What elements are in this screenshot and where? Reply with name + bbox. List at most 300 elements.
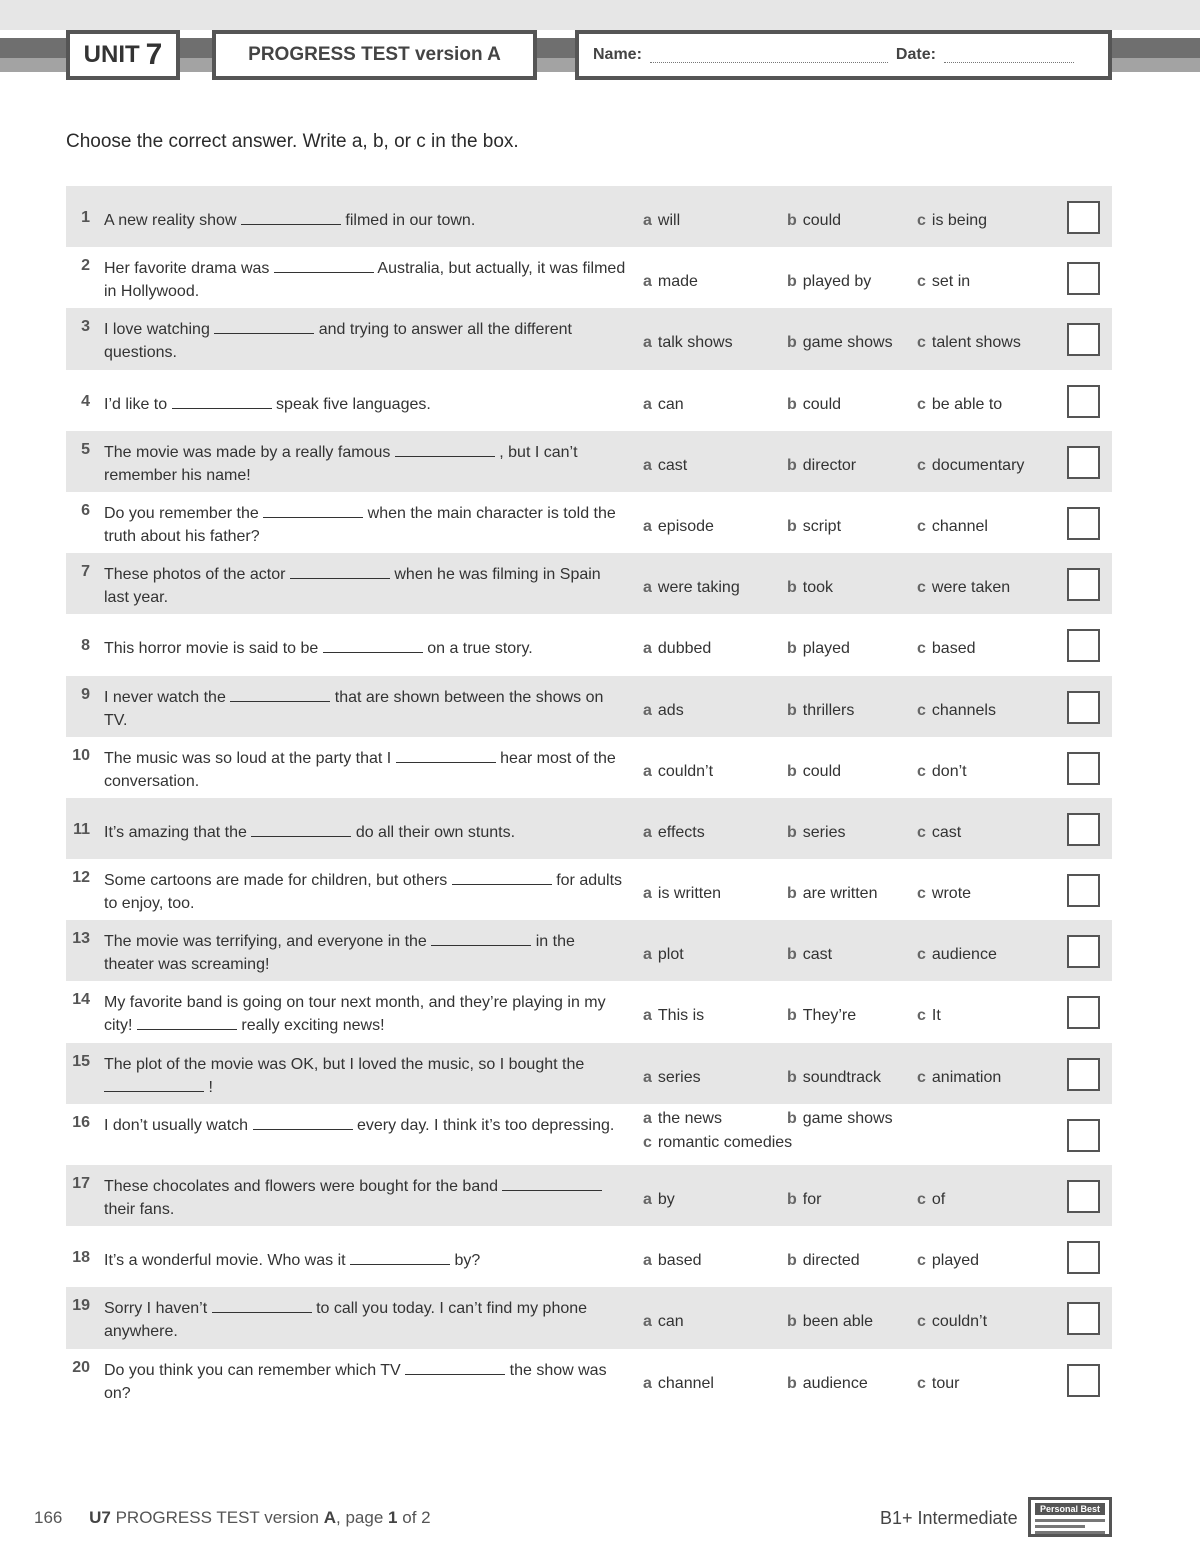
top-bar xyxy=(0,0,1200,30)
option-text: thrillers xyxy=(802,701,855,719)
option-a[interactable] xyxy=(643,946,684,964)
question-text-before: The music was so loud at the party that I xyxy=(104,749,392,767)
option-text: channels xyxy=(931,701,996,719)
option-c[interactable] xyxy=(917,518,988,536)
question-text xyxy=(104,821,629,844)
answer-blank xyxy=(502,1176,602,1191)
question-text xyxy=(104,991,629,1037)
option-letter: a xyxy=(643,1109,652,1127)
option-c[interactable] xyxy=(917,1252,979,1270)
answer-blank xyxy=(137,1015,237,1030)
question-row xyxy=(66,676,1112,737)
option-a[interactable] xyxy=(643,334,733,352)
option-c[interactable] xyxy=(917,273,970,291)
test-title: PROGRESS TEST version A xyxy=(248,44,501,65)
question-row xyxy=(66,370,1112,431)
question-row xyxy=(66,981,1112,1042)
option-b[interactable] xyxy=(787,1375,868,1393)
answer-box[interactable] xyxy=(1067,874,1100,907)
option-text: effects xyxy=(657,823,705,841)
option-b[interactable] xyxy=(787,1069,881,1087)
question-row xyxy=(66,492,1112,553)
question-row xyxy=(66,920,1112,981)
question-text xyxy=(104,563,629,609)
option-letter: c xyxy=(917,456,926,474)
question-text xyxy=(104,1249,629,1272)
answer-box[interactable] xyxy=(1067,996,1100,1029)
answer-box[interactable] xyxy=(1067,813,1100,846)
question-text-before: Do you remember the xyxy=(104,504,259,522)
option-c[interactable] xyxy=(917,640,976,658)
option-a[interactable] xyxy=(643,1252,702,1270)
question-text-before: A new reality show xyxy=(104,212,237,229)
question-number: 15 xyxy=(72,1052,90,1070)
option-c[interactable] xyxy=(917,763,967,781)
option-text: channel xyxy=(657,1374,714,1392)
question-text-after: for adults to enjoy, too. xyxy=(104,872,623,913)
option-text: set in xyxy=(931,273,971,291)
option-text: script xyxy=(802,517,842,535)
answer-box[interactable] xyxy=(1067,323,1100,356)
question-text xyxy=(104,1053,629,1099)
question-row xyxy=(66,1226,1112,1287)
question-text-before: I love watching xyxy=(104,321,210,339)
question-text-before: The movie was made by a really famous xyxy=(104,443,391,461)
footer-version: A xyxy=(323,1508,337,1527)
option-a[interactable] xyxy=(643,396,684,414)
question-row xyxy=(66,431,1112,492)
option-text: tour xyxy=(931,1374,960,1392)
option-b[interactable] xyxy=(787,518,841,536)
question-number: 9 xyxy=(81,685,90,703)
option-a[interactable] xyxy=(643,702,684,720)
question-text-after: speak five languages. xyxy=(276,395,431,413)
option-text: by xyxy=(657,1191,675,1208)
option-letter: a xyxy=(643,701,652,719)
question-row xyxy=(66,247,1112,308)
question-number: 3 xyxy=(81,318,90,336)
answer-box[interactable] xyxy=(1067,1364,1100,1397)
question-number: 19 xyxy=(72,1297,90,1315)
question-text-before: This horror movie is said to be xyxy=(104,640,319,658)
question-text-after: on a true story. xyxy=(427,640,533,658)
question-text xyxy=(104,502,629,548)
option-letter: a xyxy=(643,885,652,903)
question-row xyxy=(66,308,1112,369)
option-c[interactable] xyxy=(917,579,1010,597)
question-number: 6 xyxy=(81,501,90,519)
option-a[interactable] xyxy=(643,1375,714,1393)
question-text xyxy=(104,1359,629,1405)
option-a[interactable] xyxy=(643,1191,675,1209)
option-text: could xyxy=(802,762,842,780)
option-b[interactable] xyxy=(787,640,850,658)
option-letter: a xyxy=(643,517,652,535)
answer-blank xyxy=(290,564,390,579)
option-a[interactable] xyxy=(643,212,680,230)
question-text-after: ! xyxy=(208,1078,213,1096)
option-text: plot xyxy=(657,946,684,964)
answer-blank xyxy=(172,394,272,409)
question-number: 16 xyxy=(72,1113,90,1131)
name-field[interactable] xyxy=(650,48,888,63)
option-text: don’t xyxy=(931,762,967,780)
option-c[interactable] xyxy=(917,1313,987,1331)
option-b[interactable] xyxy=(787,334,893,352)
question-text-before: It’s amazing that the xyxy=(104,823,247,841)
answer-box[interactable] xyxy=(1067,629,1100,662)
option-letter: a xyxy=(643,579,652,597)
option-b[interactable] xyxy=(787,396,841,414)
option-a[interactable] xyxy=(643,579,740,597)
option-a[interactable] xyxy=(643,1069,701,1087)
option-b[interactable] xyxy=(787,1313,873,1331)
answer-blank xyxy=(395,442,495,457)
option-letter: c xyxy=(917,1252,926,1270)
question-row xyxy=(66,1287,1112,1348)
question-text xyxy=(104,686,629,732)
option-a[interactable] xyxy=(643,273,698,291)
question-text-after: when the main character is told the truth about his father? xyxy=(104,504,616,545)
unit-number: 7 xyxy=(145,38,163,71)
question-text-after: Australia, but actually, it was filmed in Hollywood. xyxy=(104,260,626,301)
footer-page-label: , page xyxy=(336,1508,384,1527)
option-text: audience xyxy=(931,946,997,964)
answer-box[interactable] xyxy=(1067,752,1100,785)
option-a[interactable] xyxy=(643,763,713,781)
option-letter: b xyxy=(787,395,797,413)
question-text xyxy=(104,747,629,793)
answer-blank xyxy=(212,1298,312,1313)
option-text: played xyxy=(802,640,850,658)
question-text-before: Her favorite drama was xyxy=(104,260,270,278)
option-a[interactable] xyxy=(643,1007,704,1025)
question-number: 13 xyxy=(72,930,90,948)
footer-page-of: 1 xyxy=(388,1508,398,1527)
option-text: of xyxy=(931,1191,946,1208)
answer-blank xyxy=(251,822,351,837)
option-text: wrote xyxy=(931,885,972,903)
question-text-before: These photos of the actor xyxy=(104,566,286,584)
question-row xyxy=(66,1349,1112,1410)
answer-box[interactable] xyxy=(1067,1302,1100,1335)
question-text-after: in the theater was screaming! xyxy=(104,933,575,974)
option-text: can xyxy=(657,395,684,413)
test-title-box xyxy=(212,30,537,80)
question-number: 12 xyxy=(72,869,90,887)
option-letter: c xyxy=(917,640,926,658)
question-text-after: every day. I think it’s too depressing. xyxy=(356,1116,615,1134)
option-letter: a xyxy=(643,273,652,291)
option-a[interactable] xyxy=(643,640,711,658)
option-letter: c xyxy=(917,212,926,229)
question-row xyxy=(66,737,1112,798)
logo-line xyxy=(1035,1525,1085,1528)
option-letter: a xyxy=(643,1313,652,1331)
question-text-before: My favorite band is going on tour next month, and they’re playing in my city! xyxy=(104,994,606,1035)
option-letter: b xyxy=(787,1374,797,1392)
option-letter: a xyxy=(643,395,652,413)
question-text xyxy=(104,637,629,660)
option-text: could xyxy=(802,212,842,229)
option-b[interactable] xyxy=(787,1007,856,1025)
option-b[interactable] xyxy=(787,946,832,964)
option-b[interactable] xyxy=(787,1252,860,1270)
option-letter: b xyxy=(787,885,797,903)
footer-test-name: PROGRESS TEST version xyxy=(115,1508,320,1527)
option-c[interactable] xyxy=(917,1069,1001,1087)
option-b[interactable] xyxy=(787,457,856,475)
question-text-before: The plot of the movie was OK, but I loved the music, so I bought the xyxy=(104,1055,585,1073)
logo-line xyxy=(1035,1519,1105,1522)
option-b[interactable] xyxy=(787,273,871,291)
option-b[interactable] xyxy=(787,885,877,903)
option-text: could xyxy=(802,395,842,413)
footer-page-total: 2 xyxy=(421,1508,431,1527)
answer-box[interactable] xyxy=(1067,691,1100,724)
answer-box[interactable] xyxy=(1067,201,1100,234)
question-number: 17 xyxy=(72,1175,90,1192)
option-c[interactable] xyxy=(917,1007,941,1025)
question-list xyxy=(66,186,1112,1410)
option-a[interactable] xyxy=(643,1313,684,1331)
answer-box[interactable] xyxy=(1067,935,1100,968)
option-letter: c xyxy=(643,1133,652,1151)
answer-blank xyxy=(396,748,496,763)
question-text-before: It’s a wonderful movie. Who was it xyxy=(104,1252,346,1270)
option-c[interactable] xyxy=(917,702,996,720)
question-text-after: really exciting news! xyxy=(241,1017,385,1035)
option-text: couldn’t xyxy=(931,1313,988,1331)
option-text: will xyxy=(657,212,681,229)
option-text: series xyxy=(657,1068,701,1086)
question-number: 2 xyxy=(81,257,90,275)
option-text: for xyxy=(802,1191,822,1208)
answer-blank xyxy=(104,1077,204,1092)
option-text: episode xyxy=(657,517,714,535)
option-a[interactable] xyxy=(643,518,714,536)
question-text-after: do all their own stunts. xyxy=(355,823,516,841)
question-text xyxy=(104,1114,629,1137)
option-c[interactable] xyxy=(917,946,997,964)
option-text: talent shows xyxy=(931,334,1021,352)
question-text xyxy=(104,393,629,416)
question-number: 11 xyxy=(73,820,90,838)
option-text: game shows xyxy=(802,1109,893,1127)
question-text-before: These chocolates and flowers were bought for the band xyxy=(104,1178,499,1195)
footer-unit-code: U7 xyxy=(89,1508,111,1527)
option-b[interactable] xyxy=(787,212,841,230)
option-letter: b xyxy=(787,334,797,352)
question-text-after: the show was on? xyxy=(104,1361,607,1402)
option-letter: c xyxy=(917,1313,926,1331)
option-letter: c xyxy=(917,885,926,903)
option-b[interactable] xyxy=(787,1191,821,1209)
option-b[interactable] xyxy=(787,579,833,597)
option-text: are written xyxy=(802,885,878,903)
option-letter: b xyxy=(787,456,797,474)
option-letter: a xyxy=(643,1374,652,1392)
publisher-logo xyxy=(1028,1497,1112,1537)
answer-blank xyxy=(214,319,314,334)
option-letter: a xyxy=(643,1007,652,1025)
option-b[interactable] xyxy=(787,824,845,842)
option-letter: c xyxy=(917,1007,926,1025)
question-row xyxy=(66,553,1112,614)
question-text-before: Do you think you can remember which TV xyxy=(104,1361,401,1379)
option-c[interactable] xyxy=(917,1191,945,1209)
option-b[interactable] xyxy=(787,1110,893,1128)
date-field[interactable] xyxy=(944,48,1074,63)
option-text: were taking xyxy=(657,579,740,597)
answer-box[interactable] xyxy=(1067,385,1100,418)
option-c[interactable] xyxy=(917,885,971,903)
answer-box[interactable] xyxy=(1067,262,1100,295)
option-letter: a xyxy=(643,762,652,780)
option-text: played xyxy=(931,1252,980,1270)
question-number: 14 xyxy=(72,991,90,1009)
question-text xyxy=(104,1175,629,1221)
option-c[interactable] xyxy=(917,334,1021,352)
answer-box[interactable] xyxy=(1067,1058,1100,1091)
page-number: 166 xyxy=(34,1508,63,1527)
option-letter: b xyxy=(787,1068,797,1086)
option-letter: a xyxy=(643,456,652,474)
question-number: 20 xyxy=(72,1358,90,1376)
name-date-box xyxy=(575,30,1112,80)
option-text: channel xyxy=(931,517,988,535)
option-text: animation xyxy=(931,1068,1002,1086)
date-label: Date: xyxy=(895,46,936,63)
answer-blank xyxy=(241,210,341,225)
instructions: Choose the correct answer. Write a, b, or c in the box. xyxy=(66,131,519,152)
answer-blank xyxy=(230,687,330,702)
option-text: were taken xyxy=(931,579,1011,597)
option-text: the news xyxy=(657,1109,722,1127)
option-letter: c xyxy=(917,334,926,352)
option-c[interactable] xyxy=(917,212,987,230)
option-letter: c xyxy=(917,701,926,719)
option-c[interactable] xyxy=(917,457,1024,475)
option-a[interactable] xyxy=(643,457,687,475)
option-letter: b xyxy=(787,1109,797,1127)
option-text: game shows xyxy=(802,334,893,352)
option-c[interactable] xyxy=(917,824,961,842)
option-letter: b xyxy=(787,579,797,597)
question-row xyxy=(66,798,1112,859)
option-a[interactable] xyxy=(643,885,721,903)
option-letter: b xyxy=(787,1191,797,1208)
option-c[interactable] xyxy=(917,396,1002,414)
option-letter: a xyxy=(643,1068,652,1086)
option-c[interactable] xyxy=(917,1375,959,1393)
option-text: played by xyxy=(802,273,872,291)
option-text: based xyxy=(657,1252,702,1270)
answer-blank xyxy=(350,1250,450,1265)
option-letter: a xyxy=(643,640,652,658)
answer-box[interactable] xyxy=(1067,1180,1100,1213)
name-label: Name: xyxy=(593,46,642,63)
question-text xyxy=(104,930,629,976)
unit-box xyxy=(66,30,180,80)
option-text: series xyxy=(802,823,846,841)
answer-blank xyxy=(431,931,531,946)
option-letter: a xyxy=(643,946,652,964)
question-row xyxy=(66,859,1112,920)
option-letter: a xyxy=(643,212,652,229)
question-text-before: Sorry I haven’t xyxy=(104,1300,208,1318)
option-text: It xyxy=(931,1007,941,1025)
question-number: 7 xyxy=(81,563,90,581)
option-text: be able to xyxy=(931,395,1003,413)
option-letter: c xyxy=(917,823,926,841)
option-letter: b xyxy=(787,212,797,229)
question-row xyxy=(66,1104,1112,1165)
question-text-after: when he was filming in Spain last year. xyxy=(104,566,601,607)
question-text xyxy=(104,869,629,915)
option-a[interactable] xyxy=(643,1110,722,1128)
footer-of-label: of xyxy=(402,1508,417,1527)
answer-box[interactable] xyxy=(1067,446,1100,479)
question-text-before: I’d like to xyxy=(104,395,168,413)
option-a[interactable] xyxy=(643,824,705,842)
option-letter: b xyxy=(787,1313,797,1331)
question-text-after: and trying to answer all the different questions. xyxy=(104,321,572,362)
footer-left xyxy=(34,1508,431,1528)
answer-box[interactable] xyxy=(1067,1241,1100,1274)
option-text: dubbed xyxy=(657,640,712,658)
question-text xyxy=(104,257,629,303)
answer-box[interactable] xyxy=(1067,1119,1100,1152)
question-row xyxy=(66,614,1112,675)
question-text-after: to call you today. I can’t find my phone anywhere. xyxy=(104,1300,588,1341)
question-number: 4 xyxy=(81,392,90,410)
option-text: soundtrack xyxy=(802,1068,882,1086)
option-letter: c xyxy=(917,1068,926,1086)
question-text-before: The movie was terrifying, and everyone in the xyxy=(104,933,427,951)
logo-line xyxy=(1035,1531,1105,1534)
option-letter: b xyxy=(787,517,797,535)
answer-blank xyxy=(263,503,363,518)
question-number: 1 xyxy=(81,209,90,226)
question-text-after: that are shown between the shows on TV. xyxy=(104,688,604,729)
answer-box[interactable] xyxy=(1067,507,1100,540)
option-text: This is xyxy=(657,1007,705,1025)
option-letter: c xyxy=(917,395,926,413)
option-letter: b xyxy=(787,1007,797,1025)
option-letter: b xyxy=(787,701,797,719)
answer-box[interactable] xyxy=(1067,568,1100,601)
footer-level: B1+ Intermediate xyxy=(880,1508,1018,1528)
option-letter: b xyxy=(787,946,797,964)
question-number: 5 xyxy=(81,440,90,458)
option-c[interactable] xyxy=(643,1134,792,1152)
option-letter: c xyxy=(917,946,926,964)
option-letter: c xyxy=(917,762,926,780)
answer-blank xyxy=(452,870,552,885)
option-text: is being xyxy=(931,212,988,229)
answer-blank xyxy=(253,1115,353,1130)
answer-blank xyxy=(274,258,374,273)
answer-blank xyxy=(323,638,423,653)
option-text: They’re xyxy=(802,1007,857,1025)
option-b[interactable] xyxy=(787,763,841,781)
option-letter: a xyxy=(643,823,652,841)
option-letter: a xyxy=(643,1191,652,1208)
option-b[interactable] xyxy=(787,702,854,720)
question-number: 10 xyxy=(72,746,90,764)
option-text: directed xyxy=(802,1252,860,1270)
